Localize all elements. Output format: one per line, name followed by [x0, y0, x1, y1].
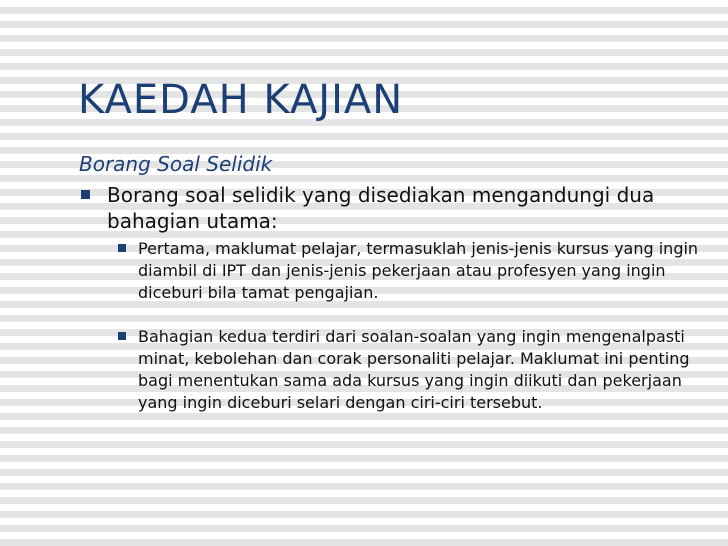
- main-bullet: [78, 182, 718, 234]
- title-divider: [0, 140, 728, 143]
- sub-bullet-text: Pertama, maklumat pelajar, termasuklah jenis-jenis kursus yang ingin diambil di IPT dan jenis-jenis pekerjaan atau profesyen yang ingin diceburi bila tamat pengajian.: [138, 239, 699, 302]
- slide-title: KAEDAH KAJIAN: [78, 77, 404, 123]
- sub-bullet-text: Bahagian kedua terdiri dari soalan-soalan yang ingin mengenalpasti minat, kebolehan dan corak personaliti pelajar. Maklumat ini penting bagi menentukan sama ada kursus yang ingin diikuti dan pekerjaan yang ingin diceburi selari dengan ciri-ciri tersebut.: [138, 327, 690, 412]
- sub-bullet-item: [107, 238, 718, 304]
- section-subheading: Borang Soal Selidik: [79, 152, 273, 176]
- slide-body: [78, 152, 718, 414]
- sub-bullet-item: [107, 326, 718, 414]
- square-bullet-icon: [81, 190, 90, 199]
- square-bullet-icon: [118, 244, 126, 252]
- main-bullet-text: Borang soal selidik yang disediakan mengandungi dua bahagian utama:: [107, 183, 655, 233]
- square-bullet-icon: [118, 332, 126, 340]
- sub-bullet-list: [107, 238, 718, 414]
